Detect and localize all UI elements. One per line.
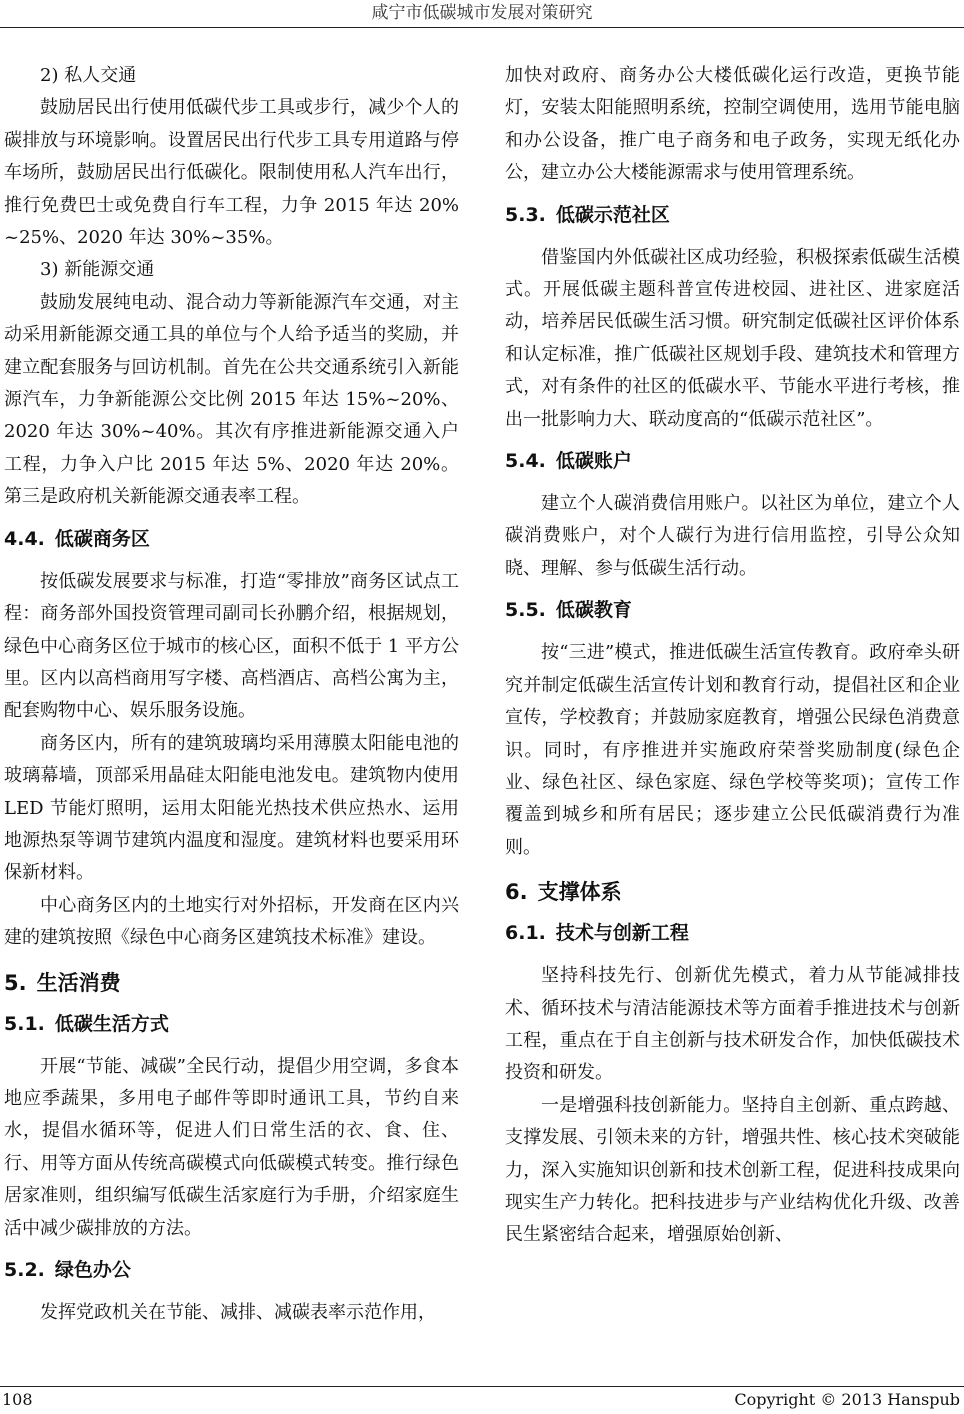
section-5-2-paragraph-start: 发挥党政机关在节能、减排、减碳表率示范作用， xyxy=(40,1302,436,1323)
header-divider xyxy=(0,27,964,28)
section-4-4-title: 低碳商务区 xyxy=(54,527,150,550)
new-energy-paragraph: 鼓励发展纯电动、混合动力等新能源汽车交通，对主动采用新能源交通工具的单位与个人给予适当的奖励，并建立配套服务与回访机制。首先在公共交通系统引入新能源汽车，力争新能源公交比例 2015 年达 15%~20%、2020 年达 30%~40%。其次有序推进新能源交通入户工程，力争入户比 2015 年达 5%、2020 年达 20%。第三是政府机关新能源交通表率工程。 xyxy=(4,291,459,508)
section-6-1-number: 6.1. xyxy=(505,922,546,945)
new-energy-label: 3) 新能源交通 xyxy=(40,259,155,281)
section-5-4-heading xyxy=(505,448,960,474)
footer-divider xyxy=(0,1386,964,1387)
section-6-1-heading xyxy=(505,920,960,946)
private-transport-paragraph: 鼓励居民出行使用低碳代步工具或步行，减少个人的碳排放与环境影响。设置居民出行代步工具专用道路与停车场所，鼓励居民出行低碳化。限制使用私人汽车出行，推行免费巴士或免费自行车工程，力争 2015 年达 20%~25%、2020 年达 30%~35%。 xyxy=(4,97,459,249)
section-6-1-title: 技术与创新工程 xyxy=(555,922,689,945)
section-5-3-heading xyxy=(505,202,960,228)
section-6-1-paragraph-2: 一是增强科技创新能力。坚持自主创新、重点跨越、支撑发展、引领未来的方针，增强共性、核心技术突破能力，深入实施知识创新和技术创新工程，促进科技成果向现实生产力转化。把科技进步与产业结构优化升级、改善民生紧密结合起来，增强原始创新、 xyxy=(505,1094,960,1246)
section-5-5-number: 5.5. xyxy=(505,599,546,622)
section-5-3-number: 5.3. xyxy=(505,203,546,226)
section-6-heading xyxy=(505,878,960,906)
right-column xyxy=(505,60,960,1252)
page-number: 108 xyxy=(2,1390,33,1409)
section-5-2-number: 5.2. xyxy=(4,1259,45,1281)
section-6-1-paragraph-1: 坚持科技先行、创新优先模式，着力从节能减排技术、循环技术与清洁能源技术等方面着手推进技术与创新工程，重点在于自主创新与技术研发合作，加快低碳技术投资和研发。 xyxy=(505,965,960,1084)
section-5-2-heading xyxy=(4,1257,459,1283)
private-transport-label: 2) 私人交通 xyxy=(40,65,137,86)
section-6-number: 6. xyxy=(505,880,528,905)
left-column xyxy=(4,60,459,1329)
section-5-3-title: 低碳示范社区 xyxy=(555,203,670,226)
section-5-4-number: 5.4. xyxy=(505,450,546,473)
section-5-number: 5. xyxy=(4,970,27,995)
section-5-1-title: 低碳生活方式 xyxy=(54,1012,169,1035)
section-5-1-number: 5.1. xyxy=(4,1012,45,1035)
running-header: 咸宁市低碳城市发展对策研究 xyxy=(371,3,593,23)
section-5-4-title: 低碳账户 xyxy=(555,450,632,473)
section-4-4-paragraph-3: 中心商务区内的土地实行对外招标，开发商在区内兴建的建筑按照《绿色中心商务区建筑技术标准》建设。 xyxy=(4,894,459,949)
copyright-notice: Copyright © 2013 Hanspub xyxy=(734,1390,960,1409)
section-5-2-title: 绿色办公 xyxy=(54,1259,131,1281)
section-5-4-paragraph: 建立个人碳消费信用账户。以社区为单位，建立个人碳消费账户，对个人碳行为进行信用监控，引导公众知晓、理解、参与低碳生活行动。 xyxy=(505,493,960,579)
section-5-1-paragraph: 开展“节能、减碳”全民行动，提倡少用空调，多食本地应季蔬果，多用电子邮件等即时通讯工具，节约自来水，提倡水循环等，促进人们日常生活的衣、食、住、行、用等方面从传统高碳模式向低碳模式转变。推行绿色居家准则，组织编写低碳生活家庭行为手册，介绍家庭生活中减少碳排放的方法。 xyxy=(4,1055,459,1239)
section-4-4-paragraph-2: 商务区内，所有的建筑玻璃均采用薄膜太阳能电池的玻璃幕墙，顶部采用晶硅太阳能电池发电。建筑物内使用 LED 节能灯照明，运用太阳能光热技术供应热水、运用地源热泵等调节建筑内温度和湿度。建筑材料也要采用环保新材料。 xyxy=(4,732,459,884)
section-5-heading xyxy=(4,969,459,997)
section-5-1-heading xyxy=(4,1011,459,1037)
section-5-2-paragraph-continued: 加快对政府、商务办公大楼低碳化运行改造，更换节能灯，安装太阳能照明系统，控制空调使用，选用节能电脑和办公设备，推广电子商务和电子政务，实现无纸化办公，建立办公大楼能源需求与使用管理系统。 xyxy=(505,65,960,184)
section-5-title: 生活消费 xyxy=(36,970,121,995)
section-4-4-heading xyxy=(4,526,459,552)
section-5-5-paragraph: 按“三进”模式，推进低碳生活宣传教育。政府牵头研究并制定低碳生活宣传计划和教育行动，提倡社区和企业宣传，学校教育；并鼓励家庭教育，增强公民绿色消费意识。同时，有序推进并实施政府荣誉奖励制度(绿色企业、绿色社区、绿色家庭、绿色学校等奖项)；宣传工作覆盖到城乡和所有居民；逐步建立公民低碳消费行为准则。 xyxy=(505,642,960,858)
section-6-title: 支撑体系 xyxy=(537,880,622,905)
section-5-5-heading xyxy=(505,597,960,623)
section-5-3-paragraph: 借鉴国内外低碳社区成功经验，积极探索低碳生活模式。开展低碳主题科普宣传进校园、进社区、进家庭活动，培养居民低碳生活习惯。研究制定低碳社区评价体系和认定标准，推广低碳社区规划手段、建筑技术和管理方式，对有条件的社区的低碳水平、节能水平进行考核，推出一批影响力大、联动度高的“低碳示范社区”。 xyxy=(505,246,960,430)
section-5-5-title: 低碳教育 xyxy=(555,599,632,622)
section-4-4-number: 4.4. xyxy=(4,527,45,550)
section-4-4-paragraph-1: 按低碳发展要求与标准，打造“零排放”商务区试点工程：商务部外国投资管理司副司长孙鹏介绍，根据规划，绿色中心商务区位于城市的核心区，面积不低于 1 平方公里。区内以高档商用写字楼、高档酒店、高档公寓为主，配套购物中心、娱乐服务设施。 xyxy=(4,570,459,722)
